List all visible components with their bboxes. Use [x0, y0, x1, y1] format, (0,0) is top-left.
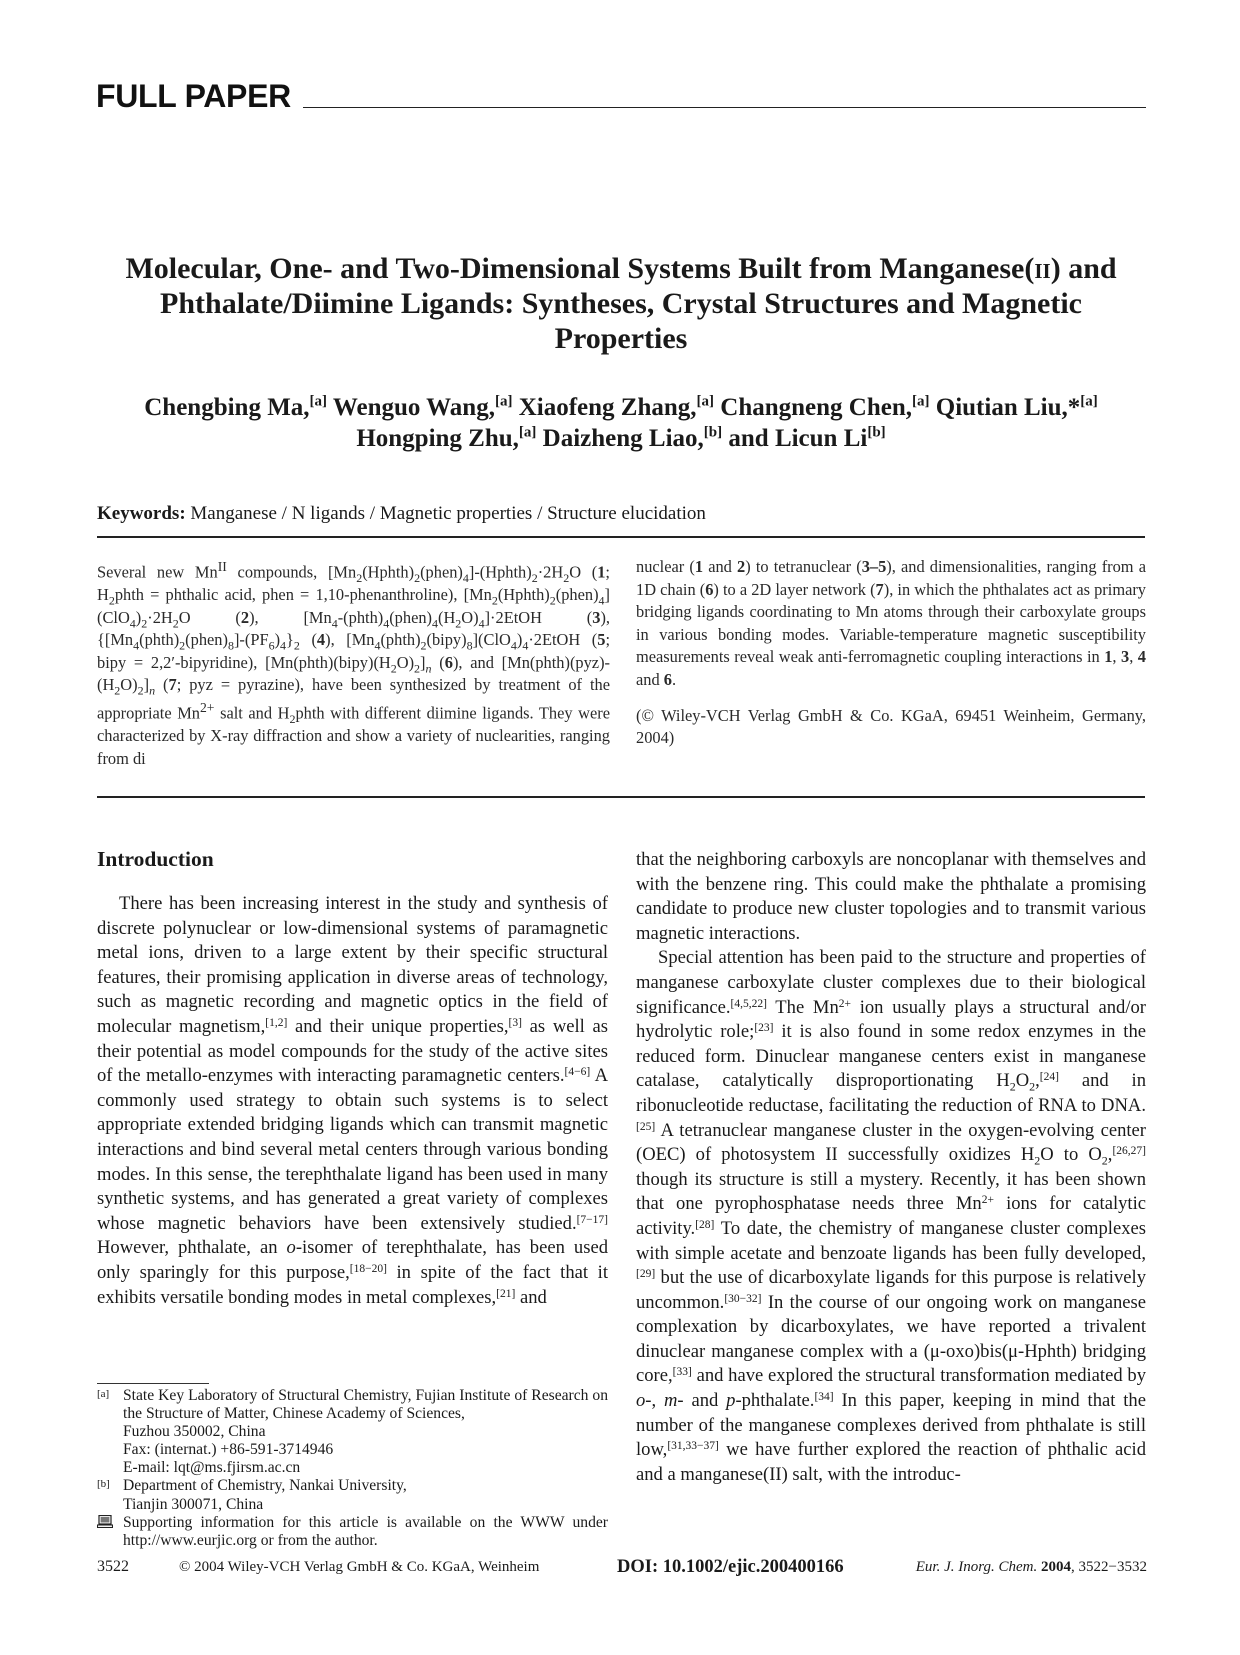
article-title: Molecular, One- and Two-Dimensional Systems Built from Manganese(ii) and Phthalate/Diimine Ligands: Syntheses, Crystal Structures and Magnetic Properties	[125, 252, 1117, 355]
abstract-copyright: (© Wiley-VCH Verlag GmbH & Co. KGaA, 69451 Weinheim, Germany, 2004)	[636, 705, 1146, 748]
keywords-rule	[97, 536, 1145, 538]
author-name: Chengbing Ma,	[144, 394, 310, 421]
abstract-rule	[97, 796, 1145, 798]
body-left-column: There has been increasing interest in the study and synthesis of discrete polynuclear or low-dimensional systems of paramagnetic metal ions, driven to a large extent by their specific structural features, their promising application in diverse areas of technology, such as magnetic recording and magnetic optics in the field of molecular magnetism,[1,2] and their unique properties,[3] as well as their potential as model compounds for the study of the active sites of the metallo-enzymes with interacting paramagnetic centers.[4−6] A commonly used strategy to obtain such systems is to select appropriate extended bridging ligands which can transmit magnetic interactions and bind several metal centers through various bonding modes. In this sense, the terephthalate ligand has been used in many synthetic systems, and has generated a great variety of complexes whose magnetic behaviors have been extensively studied.[7−17] However, phthalate, an o-isomer of terephthalate, has been used only sparingly for this purpose,[18−20] in spite of the fact that it exhibits versatile bonding modes in metal complexes,[21] and	[97, 893, 609, 1308]
journal-pages: , 3522−3532	[1071, 1559, 1147, 1575]
footnote-line: State Key Laboratory of Structural Chemistry, Fujian Institute of Research on the Structure of Matter, Chinese Academy of Sciences,	[123, 1387, 608, 1423]
author-affiliation-mark: [a]	[518, 424, 537, 441]
footer-copyright: © 2004 Wiley-VCH Verlag GmbH & Co. KGaA, Weinheim	[179, 1559, 540, 1575]
footnote-line: Department of Chemistry, Nankai University,	[123, 1477, 407, 1495]
journal-name: Eur. J. Inorg. Chem.	[915, 1559, 1038, 1575]
running-header	[96, 78, 1146, 114]
page-footer	[97, 1558, 1147, 1582]
author-name: Changneng Chen,	[720, 394, 913, 421]
footnote-mark: [b]	[97, 1478, 110, 1491]
author-name: Wenguo Wang,	[332, 394, 495, 421]
footnote	[97, 1477, 608, 1513]
roman-numeral: ii	[1034, 252, 1051, 285]
computer-icon	[97, 1515, 113, 1528]
author-affiliation-mark: [a]	[1080, 393, 1098, 410]
author-affiliation-mark: [b]	[867, 424, 886, 441]
footnote	[97, 1514, 608, 1550]
footnote-mark: [a]	[97, 1388, 110, 1400]
author-name: Xiaofeng Zhang,	[518, 394, 697, 421]
footnote-line: Supporting information for this article is available on the WWW under http://www.eurjic.org or from the author.	[123, 1513, 608, 1549]
author-name: Daizheng Liao,	[542, 425, 704, 452]
author-name: Qiutian Liu,*	[935, 394, 1081, 421]
footnote-line: Tianjin 300071, China	[123, 1495, 264, 1513]
author-affiliation-mark: [a]	[912, 393, 930, 410]
footnote-rule	[97, 1383, 209, 1384]
author-affiliation-mark: [a]	[494, 393, 513, 410]
body-right-column: that the neighboring carboxyls are noncoplanar with themselves and with the benzene ring. This could make the phthalate a promising candidate to produce new cluster topologies and to transmit various magnetic interactions. Special attention has been paid to the structure and properties of manganese carboxylate cluster complexes due to their biological significance.[4,5,22] The $Mn^{2+}$ ion usually plays a structural and/or hydrolytic role;[23] it is also found in some redox enzymes in the reduced form. Dinuclear manganese centers exist in manganese catalase, catalytically disproportionating $H_2O_2,[24]$ and in ribonucleotide reductase, facilitating the reduction of RNA to DNA.[25] A tetranuclear manganese cluster in the oxygen-evolving center (OEC) of photosystem II successfully oxidizes $H_2O$ to $O_2,[26,27]$ though its structure is still a mystery. Recently, it has been shown that one pyrophosphatase needs three $Mn^{2+}$ ions for catalytic activity.[28] To date, the chemistry of manganese cluster complexes with simple acetate and benzoate ligands has been fully developed,[29] but the use of dicarboxylate ligands for this purpose is relatively uncommon.[30−32] In the course of our ongoing work on manganese complexation by dicarboxylates, we have reported a trivalent dinuclear manganese complex with a (μ-oxo)bis(μ-Hphth) bridging core,[33] and have explored the structural transformation mediated by o-, m- and p-phthalate.[34] In this paper, keeping in mind that the number of the manganese complexes derived from phthalate is still low,[31,33−37] we have further explored the reaction of phthalic acid and a manganese(II) salt, with the introduc-	[636, 849, 1147, 1485]
doi-link[interactable]: DOI: 10.1002/ejic.200400166	[617, 1557, 844, 1577]
keywords-label: Keywords:	[97, 503, 186, 524]
author-name: Licun Li	[774, 425, 868, 452]
abstract-right-column	[636, 556, 1146, 750]
header-rule	[303, 107, 1146, 108]
author-affiliation-mark: [a]	[696, 393, 715, 410]
affiliation-footnotes	[97, 1387, 608, 1550]
author-affiliation-mark: [b]	[703, 424, 723, 441]
abstract-continuation: nuclear (1 and 2) to tetranuclear (3–5), and dimensionalities, ranging from a 1D chain (6) to a 2D layer network (7), in which the phthalates act as primary bridging ligands coordinating to Mn atoms through their carboxylate groups in various bonding modes. Variable-temperature magnetic susceptibility measurements reveal weak anti-ferromagnetic coupling interactions in 1, 3, 4 and 6.	[636, 557, 1146, 689]
journal-year: 2004	[1041, 1559, 1072, 1575]
page-number: 3522	[97, 1558, 129, 1575]
section-heading-introduction: Introduction	[97, 847, 214, 871]
keywords-line	[97, 502, 1147, 526]
keywords-text: Manganese / N ligands / Magnetic properties / Structure elucidation	[190, 503, 706, 524]
author-list: Chengbing Ma,[a] Wenguo Wang,[a] Xiaofeng Zhang,[a] Changneng Chen,[a] Qiutian Liu,*[a] Hongping Zhu,[a] Daizheng Liao,[b] and Licun Li[b]	[144, 393, 1098, 452]
footnote-line: E-mail: lqt@ms.fjirsm.ac.cn	[123, 1459, 301, 1477]
abstract-left-column: Several new $Mn^{II}$ compounds, $[Mn_2(Hphth)_2(phen)_4]-(Hphth)_2\cdot 2H_2O$ (1; $H_2phth$ = phthalic acid, phen = 1,10-phenanthroline), $[Mn_2(Hphth)_2(phen)_4](ClO_4)_2\cdot 2H_2O$ (2), $[Mn_4-(phth)_4(phen)_4(H_2O)_4]\cdot 2EtOH$ (3), $\{[Mn_4(phth)_2(phen)_8]-(PF_6)_4\}_2$ (4), $[Mn_4(phth)_2(bipy)_8](ClO_4)_4\cdot 2EtOH$ (5; bipy = 2,2′-bipyridine), $[Mn(phth)(bipy)(H_2O)_2]_n$ (6), and $[Mn(phth)(pyz)-(H_2O)_2]_n$ (7; pyz = pyrazine), have been synthesized by treatment of the appropriate $Mn^{2+}$ salt and $H_2phth$ with different diimine ligands. They were characterized by X-ray diffraction and show a variety of nuclearities, ranging from di	[97, 559, 611, 768]
author-affiliation-mark: [a]	[309, 393, 328, 410]
author-name: Hongping Zhu,	[356, 425, 519, 452]
footnote	[97, 1387, 608, 1477]
journal-citation	[916, 1559, 1147, 1576]
section-label: FULL PAPER	[96, 78, 291, 114]
footnote-line: Fuzhou 350002, China	[123, 1423, 266, 1441]
footnote-line: Fax: (internat.) +86-591-3714946	[123, 1441, 334, 1459]
